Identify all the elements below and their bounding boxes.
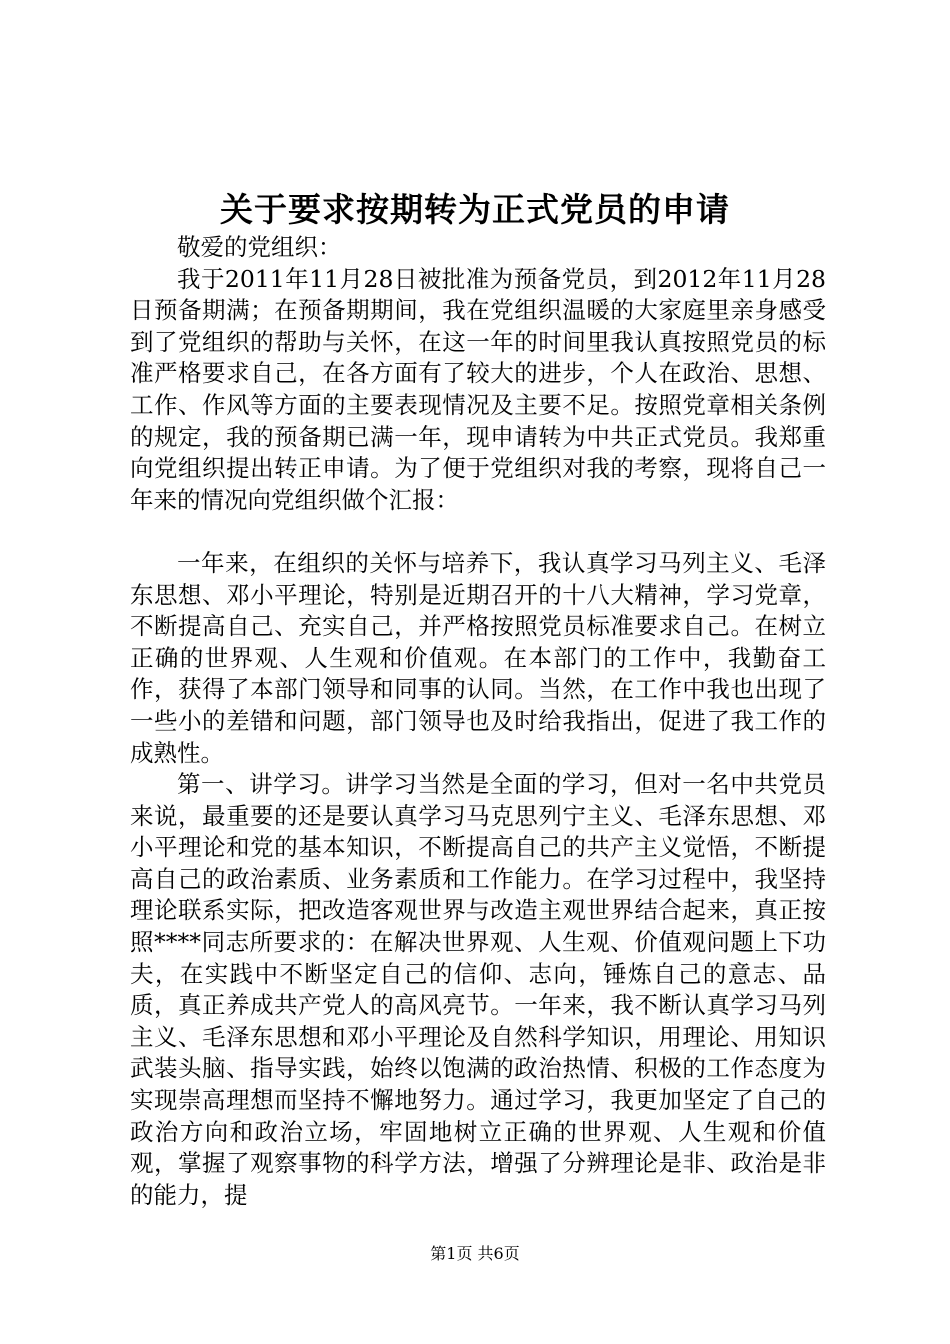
paragraph-study: 第一、讲学习。讲学习当然是全面的学习，但对一名中共党员来说，最重要的还是要认真学习马克思列宁主义、毛泽东思想、邓小平理论和党的基本知识，不断提高自己的共产主义觉悟，不断提高自己的政治素质、业务素质和工作能力。在学习过程中，我坚持理论联系实际，把改造客观世界与改造主观世界结合起来，真正按照****同志所要求的：在解决世界观、人生观、价值观问题上下功夫，在实践中不断坚定自己的信仰、志向，锤炼自己的意志、品质，真正养成共产党人的高风亮节。一年来，我不断认真学习马列主义、毛泽东思想和邓小平理论及自然科学知识，用理论、用知识武装头脑、指导实践，始终以饱满的政治热情、积极的工作态度为实现崇高理想而坚持不懈地努力。通过学习，我更加坚定了自己的政治方向和政治立场，牢固地树立正确的世界观、人生观和价值观，掌握了观察事物的科学方法，增强了分辨理论是非、政治是非的能力，提 [130, 770, 826, 1209]
document-body [130, 232, 826, 1211]
page-number-footer: 第1页 共6页 [430, 1244, 520, 1263]
paragraph-year-summary: 一年来，在组织的关怀与培养下，我认真学习马列主义、毛泽东思想、邓小平理论，特别是近期召开的十八大精神，学习党章，不断提高自己、充实自己，并严格按照党员标准要求自己。在树立正确的世界观、人生观和价值观。在本部门的工作中，我勤奋工作，获得了本部门领导和同事的认同。当然，在工作中我也出现了一些小的差错和问题，部门领导也及时给我指出，促进了我工作的成熟性。 [130, 548, 826, 767]
document-title: 关于要求按期转为正式党员的申请 [220, 190, 730, 229]
salutation: 敬爱的党组织： [177, 233, 342, 261]
paragraph-intro: 我于2011年11月28日被批准为预备党员，到2012年11月28日预备期满；在预备期期间，我在党组织温暖的大家庭里亲身感受到了党组织的帮助与关怀，在这一年的时间里我认真按照党员的标准严格要求自己，在各方面有了较大的进步，个人在政治、思想、工作、作风等方面的主要表现情况及主要不足。按照党章相关条例的规定，我的预备期已满一年，现申请转为中共正式党员。我郑重向党组织提出转正申请。为了便于党组织对我的考察，现将自己一年来的情况向党组织做个汇报： [130, 264, 826, 514]
